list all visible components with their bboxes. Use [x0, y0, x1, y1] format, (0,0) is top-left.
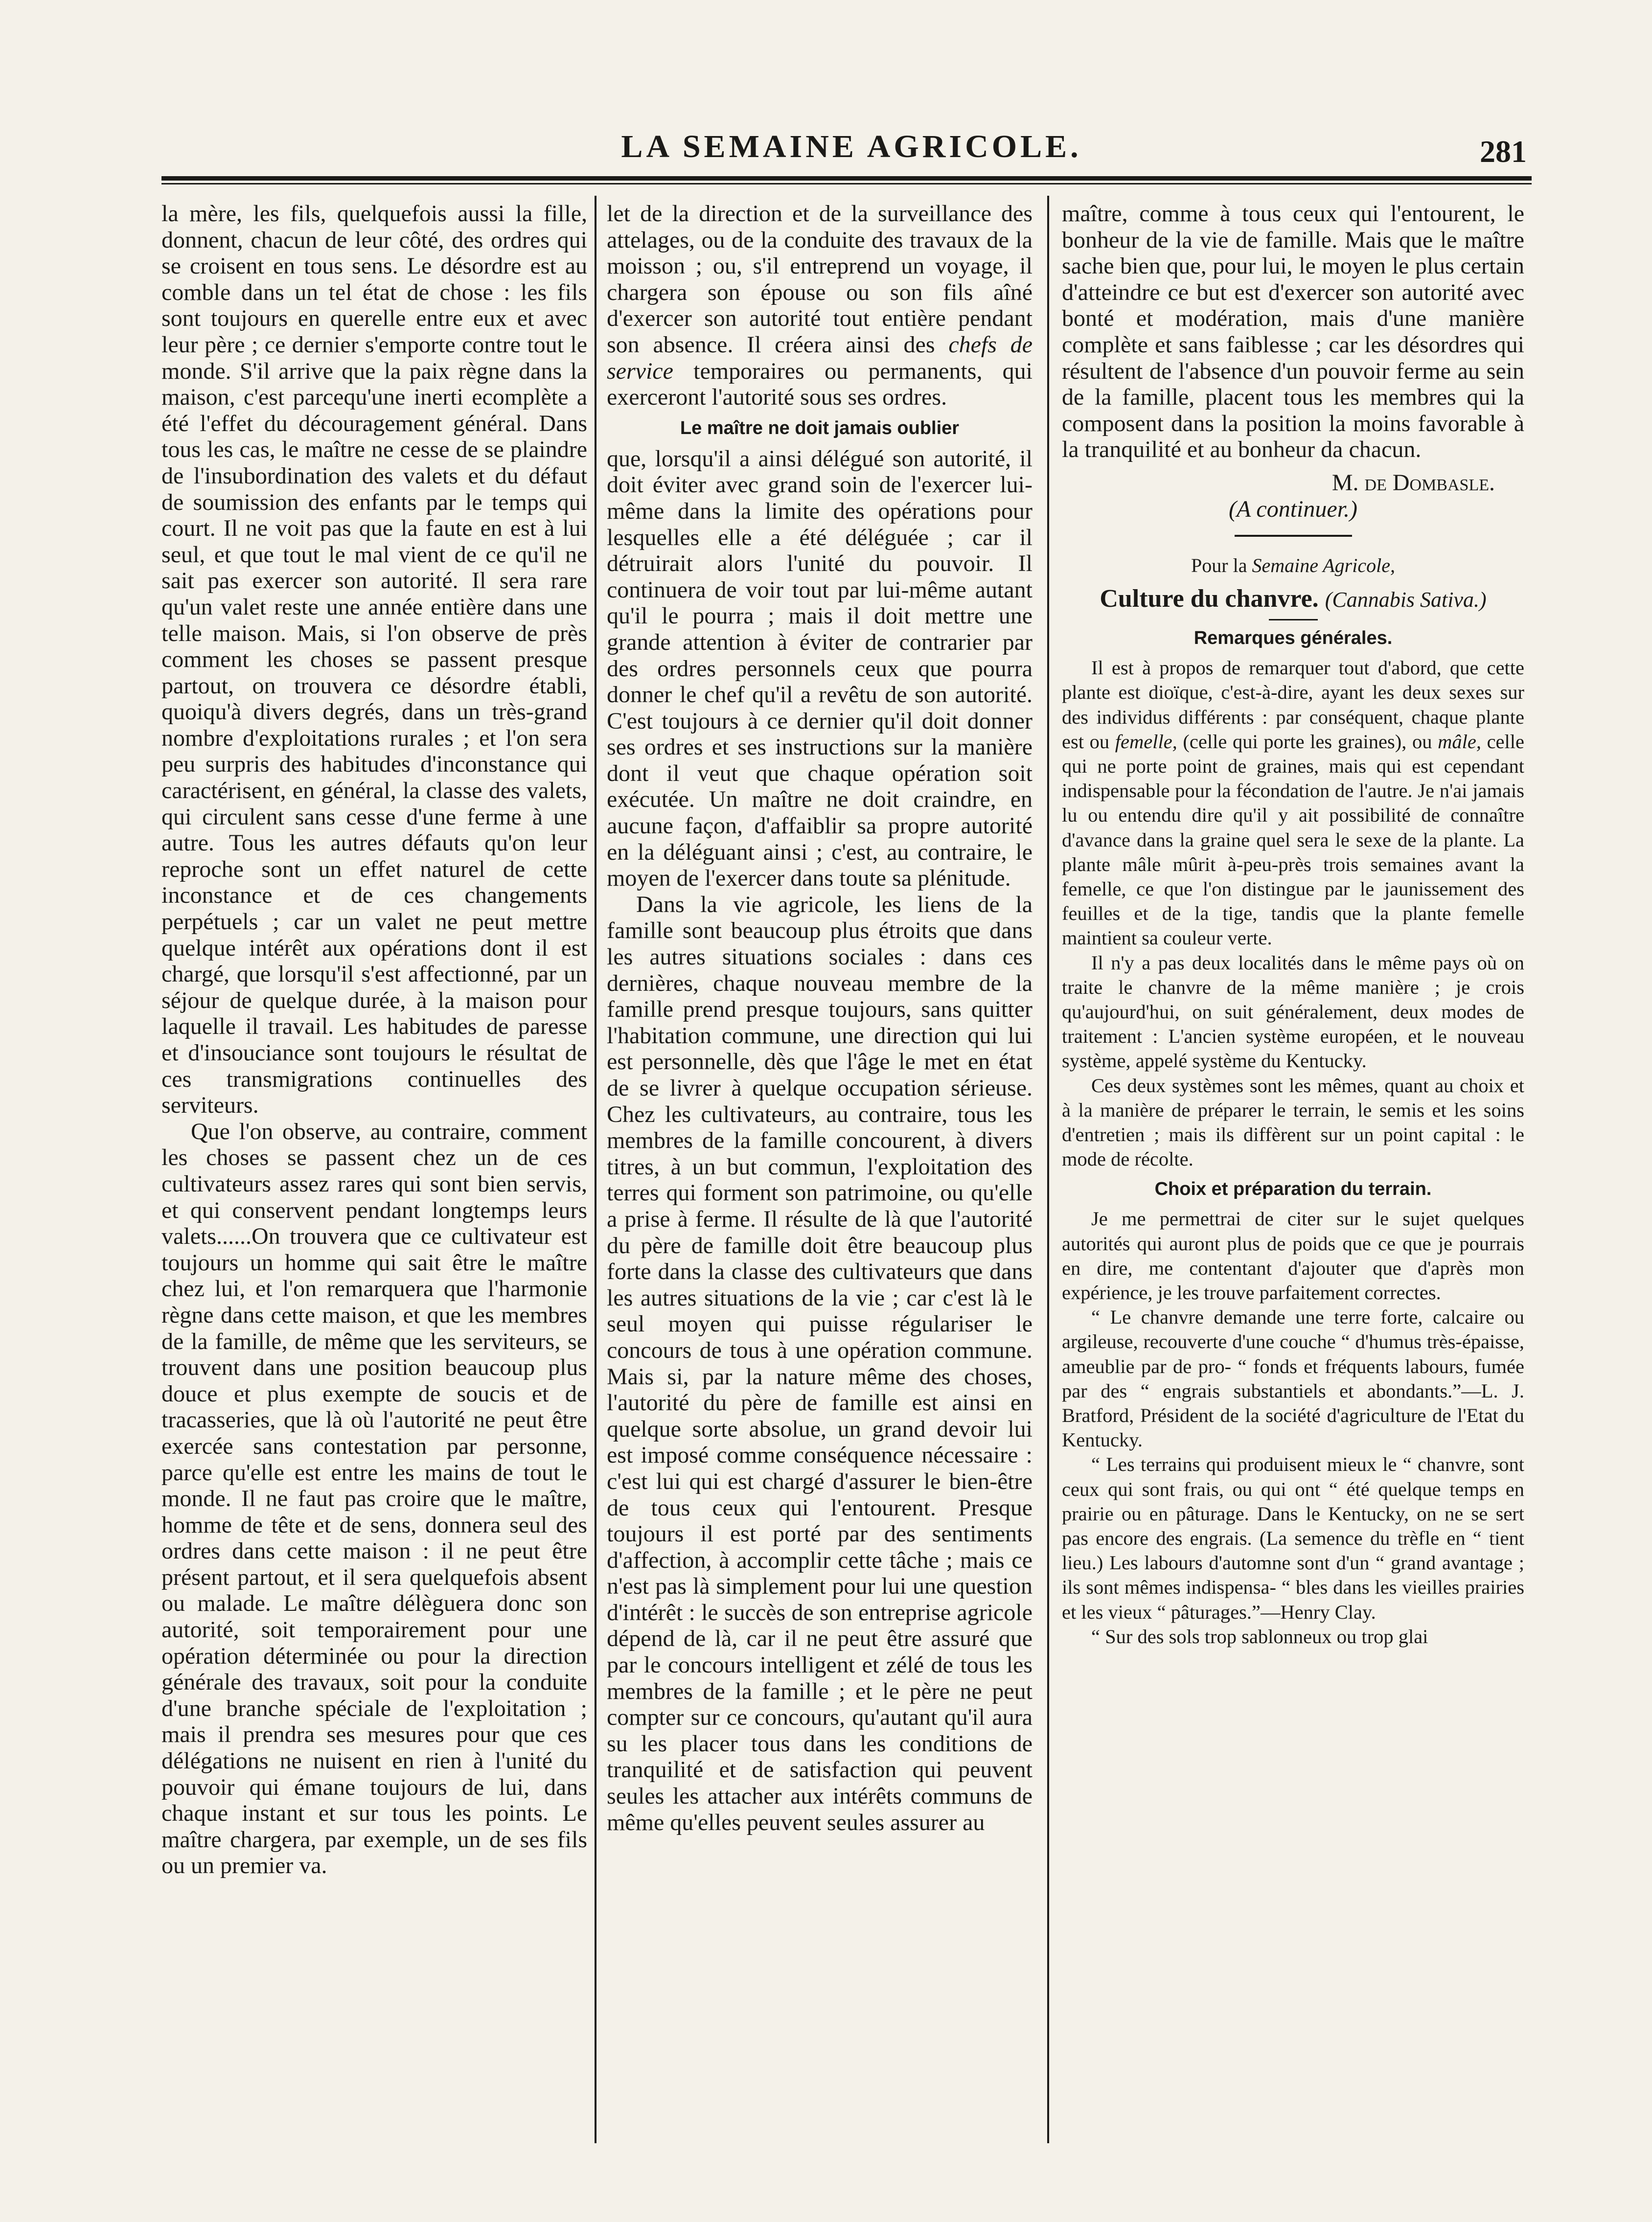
text-run: Culture du chanvre.: [1100, 585, 1319, 613]
paragraph: Dans la vie agricole, les liens de la famille sont beaucoup plus étroits que dans les autres situations sociales : dans ces dernières, chaque nouveau membre de la famille prend presque toujours, sans quitter l'habitation commune, une direction qui lui est personnelle, dès que l'âge le met en état de se livrer à quelque occupation sérieuse. Chez les cultivateurs, au contraire, tous les membres de la famille concourent, à divers titres, à un but commun, l'exploitation des terres qui forment son patrimoine, ou qu'elle a prise à ferme. Il résulte de là que l'autorité du père de famille doit être beaucoup plus forte dans la classe des cultivateurs que dans les autres situations de la vie ; car c'est là le seul moyen qui puisse régulariser le concours de tous à une opération commune. Mais si, par la nature même des choses, l'autorité du père de famille est ainsi en quelque sorte absolue, un grand devoir lui est imposé comme conséquence nécessaire : c'est lui qui est chargé d'assurer le bien-être de tous ceux qui l'entourent. Presque toujours il est porté par des sentiments d'affection, à accomplir cette tâche ; mais ce n'est pas là simplement pour lui une question d'intérêt : le succès de son entreprise agricole dépend de là, car il ne peut être assuré que par le concours intelligent et zélé de tous les membres de la famille ; et le père ne peut compter sur ce concours, qu'autant qu'il aura su les placer tous dans les conditions de tranquilité et de satisfaction qui peuvent seules les attacher aux intérêts communs de même qu'elles peuvent seules assurer au: [607, 891, 1032, 1835]
section-heading: Remarques générales.: [1193, 628, 1393, 649]
paragraph: que, lorsqu'il a ainsi délégué son autorité, il doit éviter avec grand soin de l'exercer lui-même dans la limite des opérations pour lesquelles elle a été déléguée ; car il détruirait alors l'unité du pouvoir. Il continuera de voir tout par lui-même autant qu'il le pourra ; mais il doit mettre une grande attention à éviter de contrarier par des ordres personnels ceux que pourra donner le chef qu'il a revêtu de son autorité. C'est toujours à ce dernier qu'il doit donner ses ordres et ses instructions sur la manière dont il veut que chaque opération soit exécutée. Un maître ne doit craindre, en aucune façon, d'affaiblir sa propre autorité en la déléguant ainsi ; c'est, au contraire, le moyen de l'exercer dans toute sa plénitude.: [607, 445, 1032, 892]
emphasis: femelle,: [1115, 730, 1177, 753]
emphasis: mâle,: [1438, 730, 1481, 753]
continued-note: (A continuer.): [1228, 496, 1358, 522]
column-1: [161, 201, 587, 1879]
text-run: let de la direction et de la surveillance des attelages, ou de la conduite des travaux de la moisson ; ou, s'il entreprend un voyage, il chargera son épouse ou son fils aîné d'exercer son autorité tout entière pendant son absence. Il créera ainsi des: [607, 201, 1032, 358]
article-body: [1062, 656, 1524, 1649]
journal-title: LA SEMAINE AGRICOLE.: [621, 129, 1082, 164]
text-run: Pour la: [1191, 554, 1247, 577]
text-run: Il est à propos de remarquer tout d'abord, que cette plante est dioïque, c'est-à-dire, ayant les deux sexes sur des individus différents : par conséquent, chaque plante est ou: [1062, 657, 1524, 753]
text-run: temporaires ou permanents, qui exerceront l'autorité sous ses ordres.: [607, 358, 1033, 411]
column-divider-1: [595, 196, 597, 2143]
emphasis: Semaine Agricole,: [1252, 554, 1395, 577]
article-subtitle: (Cannabis Sativa.): [1325, 588, 1487, 612]
paragraph: Que l'on observe, au contraire, comment les choses se passent chez un de ces cultivateurs assez rares qui sont bien servis, et qui conservent pendant longtemps leurs valets......On trouvera que ce cultivateur est toujours un homme qui sait être le maître chez lui, et l'on remarquera que l'harmonie règne dans cette maison, et que les membres de la famille, de même que les serviteurs, se trouvent dans une position beaucoup plus douce et plus exempte de soucis et de tracasseries, que là où l'autorité ne peut être exercée sans contestation par personne, parce qu'elle est entre les mains de tout le monde. Il ne faut pas croire que le maître, homme de tête et de sens, donnera seul des ordres dans cette maison : il ne peut être présent partout, et il sera quelquefois absent ou malade. Le maître délèguera donc son autorité, soit temporairement pour une opération déterminée ou pour la direction générale des travaux, soit pour la conduite d'une branche spéciale de l'exploitation ; mais il prendra ses mesures pour que ces délégations ne nuisent en rien à l'unité du pouvoir qui émane toujours de lui, dans chaque instant et sur tous les points. Le maître chargera, par exemple, un de ses fils ou un premier va.: [161, 1118, 587, 1879]
paragraph: “ Le chanvre demande une terre forte, calcaire ou argileuse, recouverte d'une couche “ d'humus très-épaisse, ameublie par de pro- “ fonds et fréquents labours, fumée par des “ engrais substantiels et abondants.”—L. J. Bratford, Président de la société d'agriculture de l'Etat du Kentucky.: [1062, 1306, 1524, 1451]
masthead: [161, 125, 1541, 179]
author-signature: M. de Dombasle.: [1331, 469, 1495, 496]
paragraph: “ Les terrains qui produisent mieux le “ chanvre, sont ceux qui sont frais, ou qui ont “ été quelque temps en prairie ou en pâturage. Dans le Kentucky, on ne se sert pas encore des engrais. (La semence du trèfle en “ tient lieu.) Les labours d'automne sont d'un “ grand avantage ; ils sont mêmes indispensa- “ bles dans les vieilles prairies et les vieux “ pâturages.”—Henry Clay.: [1062, 1453, 1524, 1623]
page-number: 281: [1480, 134, 1527, 169]
emphasis: chefs de service: [607, 331, 1033, 384]
paragraph: Je me permettrai de citer sur le sujet quelques autorités qui auront plus de poids que ce que je pourrais en dire, me contentant d'ajouter que d'après mon expérience, je les trouve parfaitement correctes.: [1062, 1208, 1524, 1304]
header-rule: [161, 176, 1532, 184]
paragraph: “ Sur des sols trop sablonneux ou trop glai: [1091, 1625, 1428, 1648]
paragraph: [607, 201, 1032, 411]
paragraph: Il n'y a pas deux localités dans le même pays où on traite le chanvre de la même manière ; je crois qu'aujourd'hui, on suit généralement, deux modes de traitement : L'ancien système européen, et le nouveau système, appelé système du Kentucky.: [1062, 951, 1524, 1072]
title-rule: [1269, 619, 1318, 620]
paragraph: [1062, 656, 1524, 950]
paragraph: la mère, les fils, quelquefois aussi la fille, donnent, chacun de leur côté, des ordres qui se croisent en tous sens. Le désordre est au comble dans un tel état de chose : les fils sont toujours en querelle entre eux et avec leur père ; ce dernier s'emporte contre tout le monde. S'il arrive que la paix règne dans la maison, c'est parcequ'une inerti ecomplète a été l'effet du découragement général. Dans tous les cas, le maître ne cesse de se plaindre de l'insubordination des valets et du défaut de soumission des enfants par le temps qui court. Il ne voit pas que la faute en est à lui seul, et que tout le mal vient de ce qu'il ne sait pas exercer son autorité. Il sera rare qu'un valet reste une année entière dans une telle maison. Mais, si l'on observe de près comment les choses se passent presque partout, on trouvera ce désordre établi, quoiqu'à divers degrés, dans un très-grand nombre d'exploitations rurales ; et l'on sera peu surpris des habitudes d'inconstance qui caractérisent, en général, la classe des valets, qui circulent sans cesse d'une ferme à une autre. Tous les autres défauts qu'on leur reproche sont un effet naturel de cette inconstance et de ces changements perpétuels ; car un valet ne peut mettre quelque intérêt aux opérations dont il est chargé, que lorsqu'il s'est affectionné, par un séjour de quelque durée, à la maison pour laquelle il travail. Les habitudes de paresse et d'insouciance sont toujours le résultat de ces transmigrations continuelles des serviteurs.: [161, 201, 587, 1119]
article-title: [1062, 583, 1524, 616]
paragraph: maître, comme à tous ceux qui l'entourent, le bonheur de la vie de famille. Mais que le maître sache bien que, pour lui, le moyen le plus certain d'atteindre ce but est d'exercer son autorité avec bonté et modération, mais d'une manière complète et sans faiblesse ; car les désordres qui résultent de l'absence d'un pouvoir ferme au sein de la famille, placent tous les membres qui la composent dans la position la moins favorable à la tranquilité et au bonheur da chacun.: [1062, 201, 1524, 463]
article-separator: [1235, 535, 1352, 537]
paragraph: Ces deux systèmes sont les mêmes, quant au choix et à la manière de préparer le terrain, le semis et les soins d'entretien ; mais ils diffèrent sur un point capital : le mode de récolte.: [1062, 1074, 1524, 1170]
section-heading: Le maître ne doit jamais oublier: [680, 417, 960, 438]
column-2: [607, 201, 1032, 1835]
source-line: [1062, 551, 1524, 580]
column-divider-2: [1047, 196, 1049, 2143]
column-3: [1062, 201, 1524, 1649]
text-run: celle qui ne porte point de graines, mais qui est cependant indispensable pour la fécondation de l'autre. Je n'ai jamais lu ou entendu dire qu'il y ait possibilité de connaître d'avance dans la graine quel sera le sexe de la plante. La plante mâle mûrit à-peu-près trois semaines avant la femelle, ce que l'on distingue par le jaunissement des feuilles et de la tige, tandis que la plante femelle maintient sa couleur verte.: [1062, 730, 1525, 949]
section-heading: Choix et préparation du terrain.: [1154, 1179, 1432, 1200]
text-run: (celle qui porte les graines), ou: [1183, 730, 1432, 753]
